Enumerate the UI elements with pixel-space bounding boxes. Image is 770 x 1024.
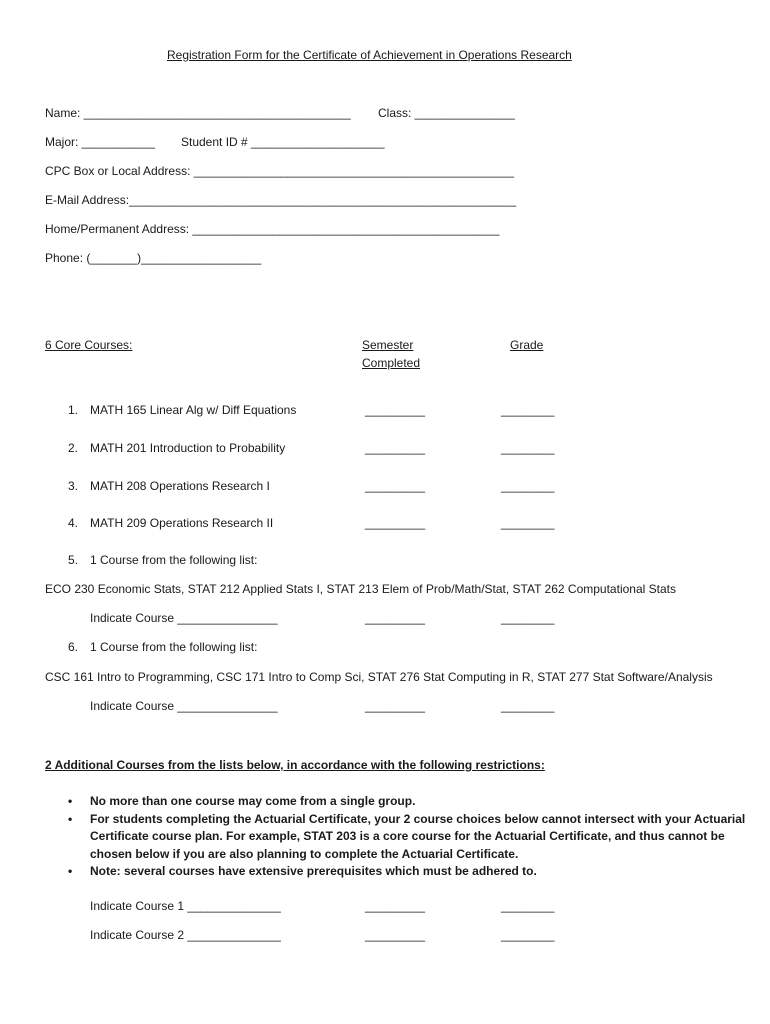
grade-blank[interactable]: ________ (501, 699, 555, 713)
semester-blank[interactable]: _________ (365, 441, 426, 455)
semester-blank[interactable]: _________ (365, 699, 426, 713)
indicate-course-2-field[interactable]: Indicate Course 2 ______________ (90, 928, 281, 942)
grade-header: Grade (510, 338, 544, 352)
list-item (68, 811, 748, 864)
grade-blank[interactable]: ________ (501, 899, 555, 913)
course-number: 5. (68, 553, 79, 567)
restriction-text: No more than one course may come from a single group. (90, 794, 416, 808)
course-number: 2. (68, 441, 79, 455)
course-number: 4. (68, 516, 79, 530)
course-label: MATH 201 Introduction to Probability (90, 441, 286, 455)
grade-blank[interactable]: ________ (501, 928, 555, 942)
bullet-icon: • (68, 811, 73, 826)
restriction-text: Note: several courses have extensive prerequisites which must be adhered to. (90, 864, 537, 878)
course-label: MATH 208 Operations Research I (90, 479, 270, 493)
grade-blank[interactable]: ________ (501, 479, 555, 493)
restriction-text: For students completing the Actuarial Certificate, your 2 course choices below cannot intersect with your Actuarial Certificate course plan. For example, STAT 203 is a core course for the Actuarial Certificate, and thus cannot be chosen below if you are also planning to complete the Actuarial Certificate. (90, 811, 746, 861)
course-label: 1 Course from the following list: (90, 640, 258, 654)
course-number: 6. (68, 640, 79, 654)
major-field[interactable]: Major: ___________ (45, 135, 156, 149)
bullet-icon: • (68, 794, 73, 808)
semester-header: Semester (362, 338, 414, 352)
course-list-5: ECO 230 Economic Stats, STAT 212 Applied Stats I, STAT 213 Elem of Prob/Math/Stat, STAT 262 Computational Stats (45, 582, 676, 596)
grade-blank[interactable]: ________ (501, 441, 555, 455)
email-field[interactable]: E-Mail Address:__________________________________________________________ (45, 193, 517, 207)
form-title: Registration Form for the Certificate of Achievement in Operations Research (167, 48, 572, 62)
semester-blank[interactable]: _________ (365, 479, 426, 493)
semester-blank[interactable]: _________ (365, 899, 426, 913)
semester-header-line2: Completed (362, 356, 421, 370)
course-label: 1 Course from the following list: (90, 553, 258, 567)
restrictions-list (68, 793, 748, 881)
address-field[interactable]: CPC Box or Local Address: ________________________________________________ (45, 164, 515, 178)
indicate-course-field[interactable]: Indicate Course _______________ (90, 611, 278, 625)
list-item (68, 863, 748, 881)
name-field[interactable]: Name: ________________________________________ (45, 106, 351, 120)
course-number: 3. (68, 479, 79, 493)
semester-blank[interactable]: _________ (365, 403, 426, 417)
home-address-field[interactable]: Home/Permanent Address: ______________________________________________ (45, 222, 500, 236)
indicate-course-1-field[interactable]: Indicate Course 1 ______________ (90, 899, 281, 913)
list-item (68, 793, 748, 811)
additional-courses-heading: 2 Additional Courses from the lists below, in accordance with the following restrictions: (45, 758, 545, 772)
course-label: MATH 209 Operations Research II (90, 516, 274, 530)
course-label: MATH 165 Linear Alg w/ Diff Equations (90, 403, 297, 417)
student-id-field[interactable]: Student ID # ____________________ (181, 135, 385, 149)
semester-blank[interactable]: _________ (365, 516, 426, 530)
semester-blank[interactable]: _________ (365, 928, 426, 942)
course-list-6: CSC 161 Intro to Programming, CSC 171 Intro to Comp Sci, STAT 276 Stat Computing in R, STAT 277 Stat Software/Analysis (45, 670, 713, 684)
grade-blank[interactable]: ________ (501, 611, 555, 625)
phone-field[interactable]: Phone: (_______)__________________ (45, 251, 262, 265)
semester-blank[interactable]: _________ (365, 611, 426, 625)
grade-blank[interactable]: ________ (501, 516, 555, 530)
bullet-icon: • (68, 864, 73, 878)
grade-blank[interactable]: ________ (501, 403, 555, 417)
indicate-course-field[interactable]: Indicate Course _______________ (90, 699, 278, 713)
class-field[interactable]: Class: _______________ (378, 106, 515, 120)
core-courses-heading: 6 Core Courses: (45, 338, 133, 352)
course-number: 1. (68, 403, 79, 417)
